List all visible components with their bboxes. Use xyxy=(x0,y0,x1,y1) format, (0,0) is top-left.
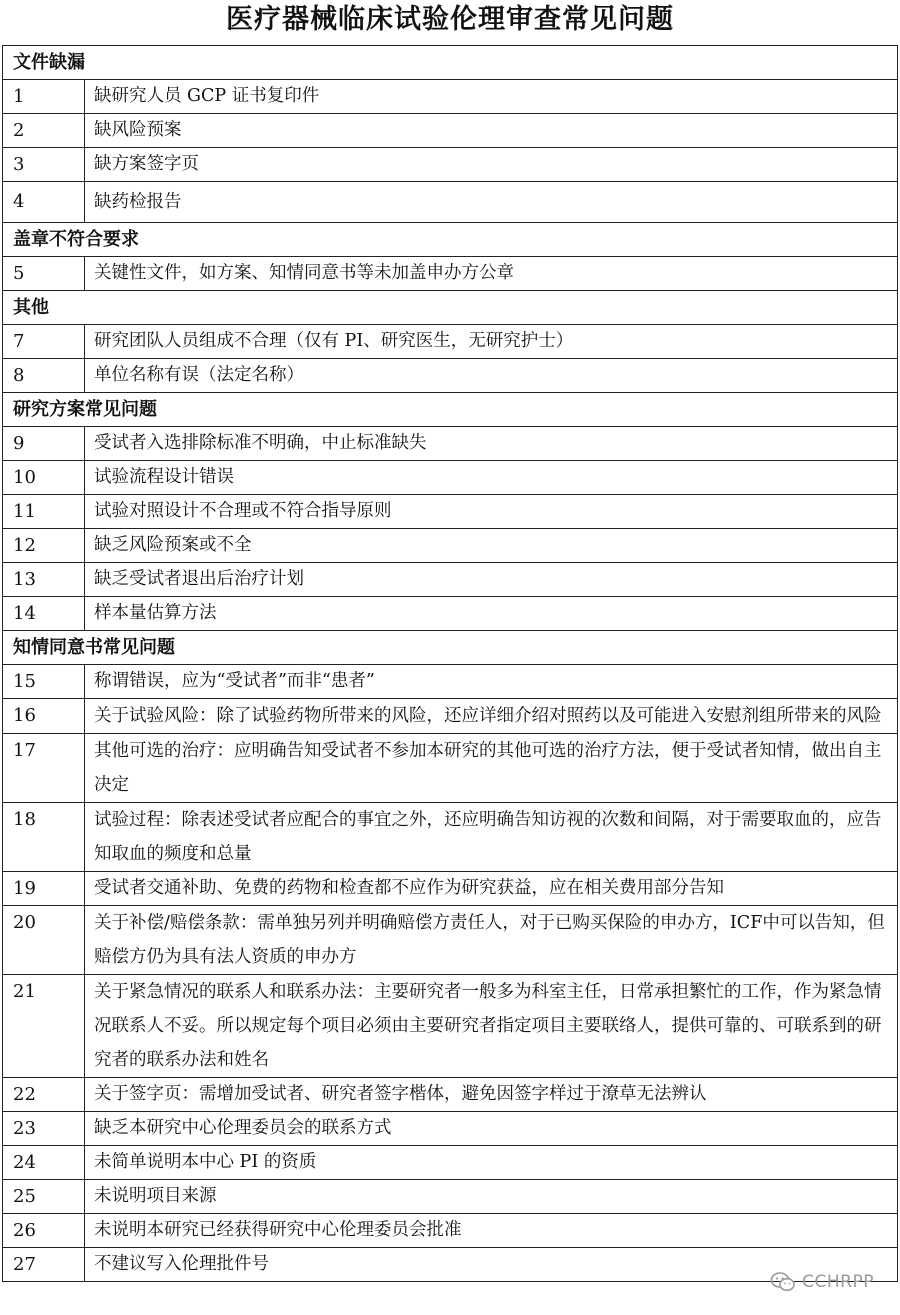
row-text: 试验流程设计错误 xyxy=(85,461,898,495)
row-text: 缺乏风险预案或不全 xyxy=(85,529,898,563)
table-row xyxy=(3,325,898,359)
row-text: 未说明项目来源 xyxy=(85,1180,898,1214)
row-text: 缺乏本研究中心伦理委员会的联系方式 xyxy=(85,1112,898,1146)
table-row xyxy=(3,906,898,975)
section-heading: 其他 xyxy=(3,291,898,325)
table-row xyxy=(3,495,898,529)
table-row xyxy=(3,359,898,393)
section-heading: 知情同意书常见问题 xyxy=(3,631,898,665)
row-text: 缺风险预案 xyxy=(85,114,898,148)
row-number: 12 xyxy=(3,529,85,563)
row-text: 未简单说明本中心 PI 的资质 xyxy=(85,1146,898,1180)
section-header-row xyxy=(3,223,898,257)
table-row xyxy=(3,114,898,148)
row-number: 11 xyxy=(3,495,85,529)
table-row xyxy=(3,1078,898,1112)
table-row xyxy=(3,734,898,803)
table-row xyxy=(3,80,898,114)
table-row xyxy=(3,182,898,223)
row-number: 20 xyxy=(3,906,85,975)
row-text: 关于试验风险：除了试验药物所带来的风险，还应详细介绍对照药以及可能进入安慰剂组所带来的风险 xyxy=(85,699,898,734)
section-header-row xyxy=(3,291,898,325)
table-row xyxy=(3,699,898,734)
issues-table-body xyxy=(3,46,898,1282)
row-number: 19 xyxy=(3,872,85,906)
row-text: 关键性文件，如方案、知情同意书等未加盖申办方公章 xyxy=(85,257,898,291)
row-number: 23 xyxy=(3,1112,85,1146)
table-row xyxy=(3,461,898,495)
row-number: 17 xyxy=(3,734,85,803)
table-row xyxy=(3,1146,898,1180)
row-text: 试验对照设计不合理或不符合指导原则 xyxy=(85,495,898,529)
issues-table xyxy=(2,45,898,1282)
row-text: 关于补偿/赔偿条款：需单独另列并明确赔偿方责任人，对于已购买保险的申办方，ICF中可以告知，但赔偿方仍为具有法人资质的申办方 xyxy=(85,906,898,975)
row-number: 25 xyxy=(3,1180,85,1214)
table-row xyxy=(3,1180,898,1214)
row-number: 22 xyxy=(3,1078,85,1112)
section-heading: 研究方案常见问题 xyxy=(3,393,898,427)
row-text: 受试者交通补助、免费的药物和检查都不应作为研究获益，应在相关费用部分告知 xyxy=(85,872,898,906)
row-number: 21 xyxy=(3,975,85,1078)
row-number: 15 xyxy=(3,665,85,699)
watermark xyxy=(770,1271,874,1293)
row-number: 1 xyxy=(3,80,85,114)
table-row xyxy=(3,1112,898,1146)
row-number: 14 xyxy=(3,597,85,631)
row-text: 未说明本研究已经获得研究中心伦理委员会批准 xyxy=(85,1214,898,1248)
row-text: 其他可选的治疗：应明确告知受试者不参加本研究的其他可选的治疗方法，便于受试者知情，做出自主决定 xyxy=(85,734,898,803)
row-number: 8 xyxy=(3,359,85,393)
row-number: 27 xyxy=(3,1248,85,1282)
row-text: 关于签字页：需增加受试者、研究者签字楷体，避免因签字样过于潦草无法辨认 xyxy=(85,1078,898,1112)
row-number: 16 xyxy=(3,699,85,734)
row-number: 24 xyxy=(3,1146,85,1180)
table-row xyxy=(3,148,898,182)
row-text: 缺方案签字页 xyxy=(85,148,898,182)
section-header-row xyxy=(3,46,898,80)
table-row xyxy=(3,975,898,1078)
table-row xyxy=(3,665,898,699)
wechat-icon xyxy=(770,1271,796,1293)
row-number: 10 xyxy=(3,461,85,495)
row-text: 关于紧急情况的联系人和联系办法：主要研究者一般多为科室主任，日常承担繁忙的工作，作为紧急情况联系人不妥。所以规定每个项目必须由主要研究者指定项目主要联络人，提供可靠的、可联系到的研究者的联系办法和姓名 xyxy=(85,975,898,1078)
table-row xyxy=(3,872,898,906)
table-row xyxy=(3,1248,898,1282)
row-text: 研究团队人员组成不合理（仅有 PI、研究医生，无研究护士） xyxy=(85,325,898,359)
table-row xyxy=(3,427,898,461)
row-text: 缺研究人员 GCP 证书复印件 xyxy=(85,80,898,114)
table-row xyxy=(3,257,898,291)
row-number: 9 xyxy=(3,427,85,461)
row-number: 4 xyxy=(3,182,85,223)
watermark-text: CCHRPP xyxy=(802,1272,874,1292)
section-heading: 文件缺漏 xyxy=(3,46,898,80)
row-number: 26 xyxy=(3,1214,85,1248)
table-row xyxy=(3,1214,898,1248)
table-row xyxy=(3,563,898,597)
table-row xyxy=(3,803,898,872)
row-text: 试验过程：除表述受试者应配合的事宜之外，还应明确告知访视的次数和间隔，对于需要取血的，应告知取血的频度和总量 xyxy=(85,803,898,872)
row-text: 样本量估算方法 xyxy=(85,597,898,631)
row-number: 18 xyxy=(3,803,85,872)
row-text: 受试者入选排除标准不明确，中止标准缺失 xyxy=(85,427,898,461)
row-number: 7 xyxy=(3,325,85,359)
section-header-row xyxy=(3,393,898,427)
table-row xyxy=(3,597,898,631)
row-text: 缺乏受试者退出后治疗计划 xyxy=(85,563,898,597)
row-text: 不建议写入伦理批件号 xyxy=(85,1248,898,1282)
row-number: 3 xyxy=(3,148,85,182)
row-number: 13 xyxy=(3,563,85,597)
row-number: 5 xyxy=(3,257,85,291)
page-title: 医疗器械临床试验伦理审查常见问题 xyxy=(226,4,674,35)
row-text: 单位名称有误（法定名称） xyxy=(85,359,898,393)
row-text: 称谓错误，应为“受试者”而非“患者” xyxy=(85,665,898,699)
table-row xyxy=(3,529,898,563)
row-text: 缺药检报告 xyxy=(85,182,898,223)
row-number: 2 xyxy=(3,114,85,148)
section-header-row xyxy=(3,631,898,665)
section-heading: 盖章不符合要求 xyxy=(3,223,898,257)
